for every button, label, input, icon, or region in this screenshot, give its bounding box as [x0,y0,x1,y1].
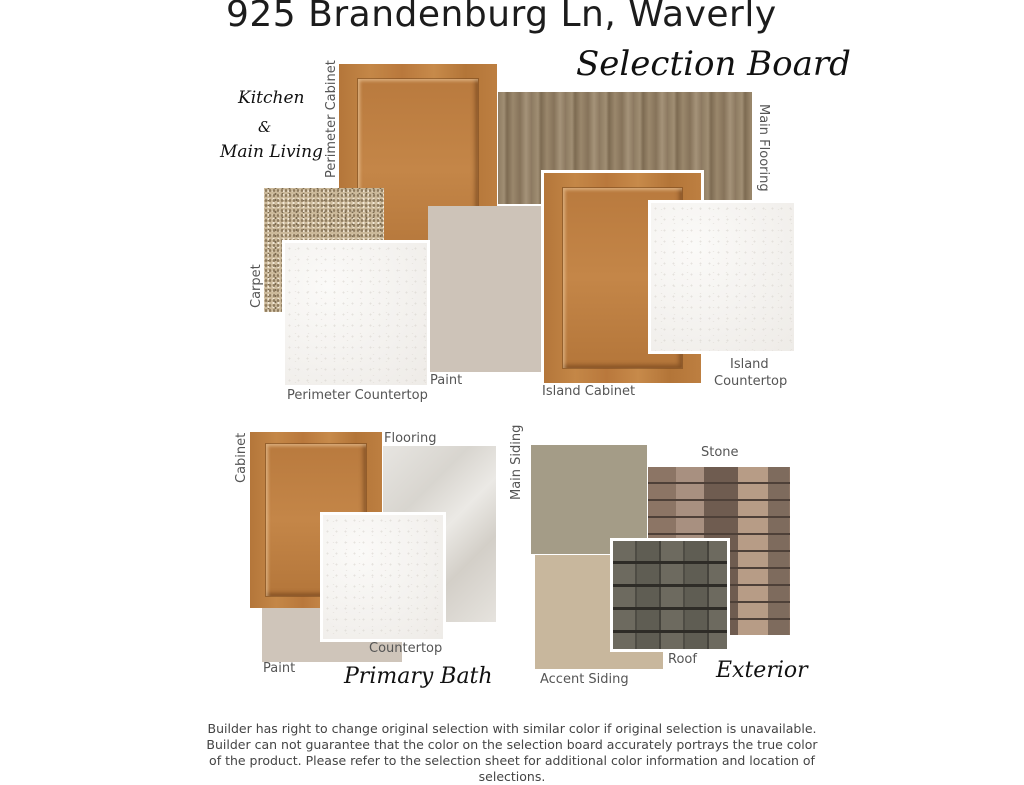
primary-bath-script-label: Primary Bath [344,664,493,689]
main-siding-label: Main Siding [509,424,524,500]
disclaimer-text: Builder has right to change original selection with similar color if original selection is unavailable. Builder can not guarantee that the color on the selection board accurately portrays the true color of the product. Please refer to the selection sheet for additional color information and location of selections. [206,721,818,784]
kitchen-paint-label: Paint [430,373,463,388]
perimeter-countertop-swatch [282,240,430,388]
page-title: 925 Brandenburg Ln, Waverly [226,0,777,35]
island-countertop-label-line2: Countertop [714,374,788,389]
bath-paint-label: Paint [263,661,296,676]
kitchen-paint-swatch [428,206,542,372]
island-cabinet-label: Island Cabinet [542,384,636,399]
carpet-label: Carpet [249,264,264,308]
perimeter-countertop-label: Perimeter Countertop [287,388,428,403]
main-flooring-label: Main Flooring [756,104,771,192]
island-countertop-label-line1: Island [730,357,769,372]
roof-swatch [610,538,730,652]
kitchen-script-label: Kitchen [238,88,305,108]
selection-board-heading: Selection Board [576,44,851,84]
main-living-script-label: Main Living [220,142,323,162]
exterior-script-label: Exterior [716,658,808,683]
accent-siding-label: Accent Siding [540,672,629,687]
roof-label: Roof [668,652,697,667]
kitchen-ampersand: & [258,118,272,136]
bath-countertop-swatch [320,512,446,642]
bath-cabinet-label: Cabinet [234,432,249,483]
bath-countertop-label: Countertop [369,641,443,656]
island-countertop-swatch [648,200,797,354]
stone-label: Stone [701,445,739,460]
bath-flooring-label: Flooring [384,431,437,446]
perimeter-cabinet-label: Perimeter Cabinet [324,60,339,178]
